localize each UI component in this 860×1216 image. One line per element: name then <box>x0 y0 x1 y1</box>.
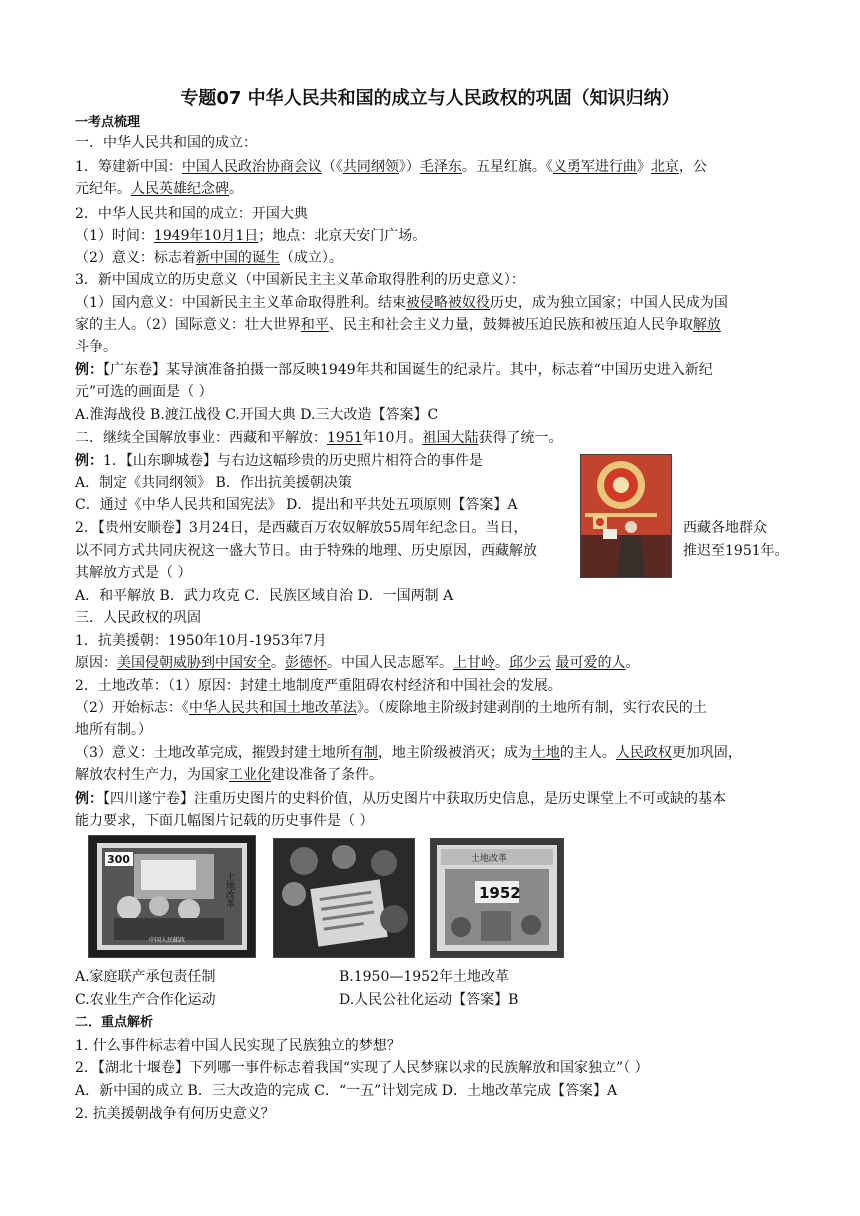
section-heading-2: 二．重点解析 <box>75 1015 154 1030</box>
line-land-start: （2）开始标志：《中华人民共和国土地改革法》。（废除地主阶级封建剥削的土地所有制，实行农民的土 <box>75 700 707 716</box>
stamp-side-text: 土地改革 <box>224 872 234 908</box>
example-guangdong-options: A.淮海战役 B.渡江战役 C.开国大典 D.三大改造【答案】C <box>75 407 439 423</box>
example-guizhou-cont: 以不同方式共同庆祝这一盛大节日。由于特殊的地理、历史原因，西藏解放 <box>75 543 537 559</box>
line-korea-reason: 原因：美国侵朝威胁到中国安全。彭德怀。中国人民志愿军。上甘岭。邱少云 最可爱的人。 <box>75 655 640 671</box>
stamp-value: 300 <box>107 853 130 866</box>
heading-consolidation: 三．人民政权的巩固 <box>75 610 201 626</box>
option-c: C.农业生产合作化运动 <box>75 992 216 1008</box>
line-ceremony: 2．中华人民共和国的成立：开国大典 <box>75 206 308 222</box>
example-guizhou: 2．【贵州安顺卷】3月24日，是西藏百万农奴解放55周年纪念日。当日， <box>75 520 528 536</box>
line-time: （1）时间：1949年10月1日；地点：北京天安门广场。 <box>75 228 427 244</box>
line-liberation: 二．继续全国解放事业：西藏和平解放：1951年10月。祖国大陆获得了统一。 <box>75 430 563 446</box>
example-shandong-ab: A．制定《共同纲领》 B．作出抗美援朝决策 <box>75 475 352 491</box>
line-historical-meaning: 3．新中国成立的历史意义（中国新民主主义革命取得胜利的历史意义）： <box>75 272 525 288</box>
line-preparation: 1．筹建新中国：中国人民政治协商会议（《共同纲领》）毛泽东。五星红旗。《义勇军进行曲》北京，公 <box>75 159 707 175</box>
example-hubei: 2．【湖北十堰卷】下列哪一事件标志着我国“实现了人民梦寐以求的民族解放和国家独立”（ ） <box>75 1060 649 1076</box>
example-sichuan: 例：【四川遂宁卷】注重历史图片的史料价值，从历史图片中获取历史信息，是历史课堂上不可或缺的基本 <box>75 791 726 807</box>
option-b: B.1950—1952年土地改革 <box>339 969 509 985</box>
page-title: 专题07 中华人民共和国的成立与人民政权的巩固（知识归纳） <box>180 88 680 109</box>
option-d: D.人民公社化运动【答案】B <box>339 992 519 1008</box>
option-a: A.家庭联产承包责任制 <box>75 969 216 985</box>
line-international: 家的主人。（2）国际意义：壮大世界和平、民主和社会主义力量，鼓舞被压迫民族和被压迫人民争取解放 <box>75 317 721 333</box>
line-land-meaning: （3）意义：土地改革完成，摧毁封建土地所有制，地主阶级被消灭；成为土地的主人。人民政权更加巩固， <box>75 745 742 761</box>
stamp-bottom-text: 中国人民邮政 <box>149 937 186 944</box>
example-guangdong-cont: 元”可选的画面是（ ） <box>75 384 213 400</box>
heading-founding: 一．中华人民共和国的成立： <box>75 135 257 151</box>
example-hubei-options: A．新中国的成立 B．三大改造的完成 C．“一五”计划完成 D．土地改革完成【答案】A <box>75 1083 618 1099</box>
line-land-reform: 2．土地改革：（1）原因：封建土地制度严重阻碍农村经济和中国社会的发展。 <box>75 678 562 694</box>
land-reform-stamp-2 <box>430 838 564 958</box>
line-land-ownership: 地所有制。） <box>75 722 152 738</box>
land-reform-photo <box>273 838 415 958</box>
land-reform-stamp-1 <box>88 835 256 958</box>
stamp-top-text: 土地改革 <box>471 854 508 864</box>
example-guizhou-options: A．和平解放 B．武力攻克 C．民族区域自治 D．一国两制 A <box>75 588 454 604</box>
example-sichuan-cont: 能力要求，下面几幅图片记载的历史事件是（ ） <box>75 813 374 829</box>
historical-photo-mao <box>580 454 672 578</box>
question-1: 1. 什么事件标志着中国人民实现了民族独立的梦想？ <box>75 1038 401 1054</box>
example-guizhou-cont-right: 推迟至1951年。 <box>683 543 789 559</box>
line-land-meaning-cont: 解放农村生产力，为国家工业化建设准备了条件。 <box>75 767 383 783</box>
example-guizhou-question: 其解放方式是（ ） <box>75 565 192 581</box>
line-calendar: 元纪年。人民英雄纪念碑。 <box>75 181 243 197</box>
line-korea-war: 1．抗美援朝：1950年10月-1953年7月 <box>75 633 327 649</box>
line-domestic: （1）国内意义：中国新民主主义革命取得胜利。结束被侵略被奴役历史，成为独立国家；中国人民成为国 <box>75 295 728 311</box>
line-struggle: 斗争。 <box>75 339 117 355</box>
example-shandong: 例：1．【山东聊城卷】与右边这幅珍贵的历史照片相符合的事件是 <box>75 453 483 469</box>
line-meaning: （2）意义：标志着新中国的诞生（成立）。 <box>75 250 343 266</box>
section-heading-1: 一考点梳理 <box>75 115 141 130</box>
stamp-year: 1952 <box>479 884 521 902</box>
question-2: 2. 抗美援朝战争有何历史意义？ <box>75 1106 275 1122</box>
example-guangdong: 例：【广东卷】某导演准备拍摄一部反映1949年共和国诞生的纪录片。其中，标志着“中国历史进入新纪 <box>75 362 713 378</box>
example-guizhou-right: 西藏各地群众 <box>683 520 767 536</box>
example-shandong-cd: C．通过《中华人民共和国宪法》 D．提出和平共处五项原则【答案】A <box>75 497 518 513</box>
